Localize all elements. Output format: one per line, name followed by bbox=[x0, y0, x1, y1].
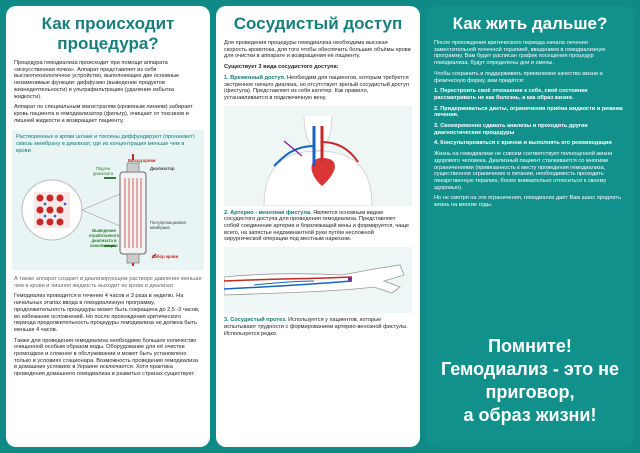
access2-title: 2. Артерио - венозная фистула. bbox=[224, 209, 312, 216]
panel-vascular-access bbox=[216, 6, 420, 447]
vascular-intro-block bbox=[224, 40, 412, 102]
fistula-illustration bbox=[224, 247, 412, 313]
panel-procedure-title: Как происходит процедура? bbox=[41, 14, 175, 53]
access3 bbox=[224, 317, 412, 337]
slogan bbox=[432, 335, 628, 427]
slogan-line-1: Гемодиализ - это не приговор, bbox=[440, 359, 619, 402]
procedure-intro bbox=[14, 60, 202, 124]
panel-vascular-title: Сосудистый доступ bbox=[233, 14, 403, 33]
label-membrane: Полупроницаемая мембрана bbox=[150, 220, 186, 231]
access2-text: Является основным видом сосудистого доступа для проведения гемодиализа. Представляет собой соединение артерии и близлежащей вены и формируется, чаще всего, на запястье недоминантной руки путём несложной хирургической операции под местным наркозом. bbox=[224, 209, 410, 243]
access1 bbox=[224, 75, 412, 102]
schedule-text: Гемодиализ проводится в течение 4 часов и 3 раза в неделю. На начальных этапах ввода в гемодиализную программу, продолжительность процедуры может быть сокращена до 2,5 -3 часов, во избежание осложнений. Но после прохождения критического периода продолжительность процедуры гемодиализа не должна быть меньше 4 часов. bbox=[14, 293, 200, 333]
procedure-intro-text: Процедура гемодиализа происходит при помощи аппарата «искусственная почка». Аппарат представляет из себя высокотехнологичное устройство, выполняющее две основные незаменимые функции: диффузию (выведение продуктов жизнедеятельности) и ультрафильтрацию (удаление избытка жидкости). bbox=[14, 60, 180, 100]
slogan-remember: Помните! bbox=[488, 336, 572, 356]
access3-text: Используется у пациентов, которые испытывают трудности с формированием артерио-венозной фистулы. Используется редко. bbox=[224, 317, 408, 337]
catheter-illustration bbox=[224, 106, 412, 206]
pressure-note: А также аппарат создает в диализирующем растворе давление меньше чем в крови и лишняя жидкость выходит из крови в диализат bbox=[14, 276, 202, 289]
diffusion-box bbox=[12, 130, 204, 270]
rule-2: 2. Придерживаться диеты, ограничения приёма жидкости и режима лечения. bbox=[434, 105, 623, 119]
panel-living-title: Как жить дальше? bbox=[452, 14, 608, 33]
torso-heart-icon bbox=[224, 106, 412, 206]
rule-3: 3. Своевременно сдавать анализы и проходить другие диагностические процедуры bbox=[434, 123, 588, 136]
panel-living bbox=[426, 6, 634, 447]
access3-title: 3. Сосудистый протез. bbox=[224, 317, 287, 324]
life-text: Жизнь на гемодиализе не совсем соответствует полноценной жизни здорового человека. Диализный пациент сталкивается со многими ограничениями (привязанность к месту проведения гемодиализа, существенное ограничение в питании, необходимость проходить лекарственную терапию, более внимательно относиться к своему здоровью). bbox=[434, 151, 613, 191]
panel-procedure bbox=[6, 6, 210, 447]
diffusion-text: Растворенные в крови шлаки и токсины диффундируют (проникают) сквозь мембрану в диализат, где их концентрация меньше чем в крови bbox=[16, 134, 195, 154]
equipment-text: Также для проведения гемодиализа необходимо большое количество очищенной особым образом воды. Оборудование для её очистки громоздкое и сложное в обслуживании и может быть установлено только в условиях стационара. Возможность проведения гемодиализа в домашних условиях в Украине исключается. Хотя практика проведения домашнего гемодиализа в развитых странах существует. bbox=[14, 337, 198, 378]
living-intro: После прохождения критического периода начала лечения заместительной почечной терапией, введением в гемодиализную программу, Вам будет расписан график посещения процедур гемодиализа, будут определены дни и смены. bbox=[434, 40, 606, 67]
rules-intro: Чтобы сохранить и поддерживать приемлемое качество жизни и физическую форму, вам придётся: bbox=[434, 70, 603, 84]
label-blood-out: Выход крови bbox=[128, 158, 156, 164]
hope-text: Но не смотря на эти ограничения, гемодиализ даёт Вам шанс продлить жизнь на многие годы. bbox=[434, 195, 621, 209]
label-dialysate-in: Подача диализата bbox=[92, 166, 114, 177]
dialyzer-diagram bbox=[16, 154, 200, 266]
label-dialysate-out: Выведение отработанного диализата в канализацию bbox=[88, 228, 120, 249]
slogan-line-2: а образ жизни! bbox=[463, 405, 597, 425]
label-dialyzer: Диализатор bbox=[150, 166, 175, 172]
procedure-intro-text-2: Аппарат по специальным магистралям (кровяным линиям) забирает кровь пациента в гемодиализатор (фильтр), очищает от токсинов и лишней жидкости и возвращает пациенту. bbox=[14, 104, 193, 124]
access1-text: Необходим для пациентов, которым требуется экстренное начало диализа, но отсутствует зрелый сосудистый доступ (фистула). Представляет из себя катетер. Как правило, устанавливается в подключичную вену. bbox=[224, 74, 409, 101]
rule-4: 4. Консультироваться с врачом и выполнять его рекомендации bbox=[434, 140, 612, 147]
label-blood-in: Забор крови bbox=[152, 254, 179, 260]
access2 bbox=[224, 210, 412, 244]
living-content bbox=[434, 40, 626, 209]
access-types-heading: Существует 3 вида сосудистого доступа: bbox=[224, 64, 339, 71]
procedure-details bbox=[14, 293, 202, 377]
vascular-intro: Для проведения процедуры гемодиализа необходима высокая скорость кровотока, для того чтобы обеспечить большие объёмы крови для очистки в аппарате и возвращения её пациенту. bbox=[224, 40, 411, 60]
arm-fistula-icon bbox=[224, 247, 412, 313]
access1-title: 1. Временный доступ. bbox=[224, 74, 286, 81]
rule-1: 1. Перестроить своё отношение к себе, своё состояние рассматривать не как болезнь, а как образ жизни. bbox=[434, 88, 588, 101]
